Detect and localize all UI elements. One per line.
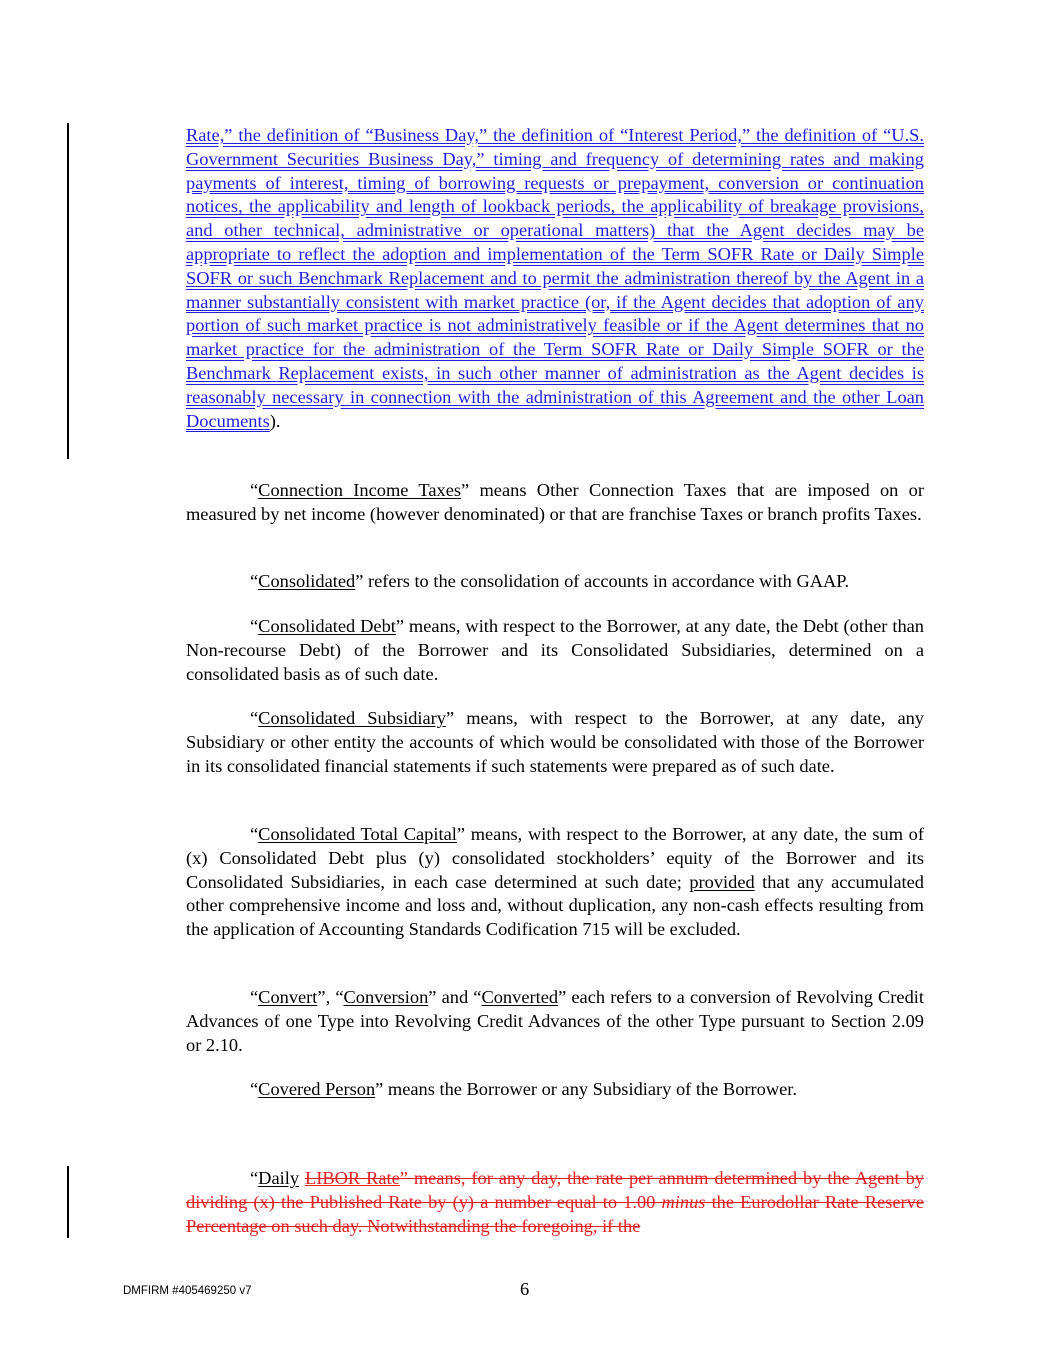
definition-connection-income-taxes xyxy=(186,479,924,527)
open-quote: “ xyxy=(250,824,259,844)
definition-text: that any accumulated other comprehensive income and loss and, without duplication, any non-cash effects resulting from the application of Accounting Standards Codification 715 will be excluded. xyxy=(186,871,924,940)
separator-text: ”, “ xyxy=(317,987,344,1007)
deleted-text: the Eurodollar Rate Reserve Percentage on such day. Notwithstanding the foregoing, if the xyxy=(186,1191,924,1236)
defined-term: Convert xyxy=(258,987,318,1007)
definition-consolidated-subsidiary xyxy=(186,707,924,778)
definition-consolidated xyxy=(186,570,924,594)
deleted-text: ” means, for any day, the rate per annum determined by the Agent by dividing (x) the Published Rate by (y) a number equal to 1.00 xyxy=(186,1168,924,1212)
open-quote: “ xyxy=(250,1079,259,1099)
definition-daily-libor-rate xyxy=(186,1167,924,1238)
definition-consolidated-debt xyxy=(186,615,924,686)
open-quote: “ xyxy=(250,616,259,636)
open-quote: “ xyxy=(250,987,259,1007)
page-number: 6 xyxy=(520,1279,530,1299)
closing-text: ). xyxy=(269,410,281,431)
definition-consolidated-total-capital xyxy=(186,823,924,942)
definition-text: ” each refers to a conversion of Revolving Credit Advances of one Type into Revolving Credit Advances of the other Type pursuant to Section 2.09 or 2.10. xyxy=(186,987,924,1055)
defined-term: Daily xyxy=(258,1168,300,1188)
change-bar xyxy=(67,1166,69,1238)
deleted-text-italic: minus xyxy=(661,1191,706,1212)
defined-term: Converted xyxy=(481,987,559,1007)
defined-term: Consolidated Debt xyxy=(258,616,396,636)
definition-covered-person xyxy=(186,1078,924,1102)
footer-document-id: DMFIRM #405469250 v7 xyxy=(123,1285,252,1297)
defined-term: Consolidated Total Capital xyxy=(258,824,457,844)
open-quote: “ xyxy=(250,708,259,728)
deleted-term: LIBOR Rate xyxy=(304,1168,400,1188)
definition-convert xyxy=(186,986,924,1057)
definition-text: ” means, with respect to the Borrower, at any date, any Subsidiary or other entity the accounts of which would be consolidated with those of the Borrower in its consolidated financial statements if such statements were prepared as of such date. xyxy=(186,708,925,776)
definition-text: ” means Other Connection Taxes that are imposed on or measured by net income (however denominated) or that are franchise Taxes or branch profits Taxes. xyxy=(186,480,924,524)
definition-text: ” means the Borrower or any Subsidiary of the Borrower. xyxy=(375,1079,797,1099)
provided-term: provided xyxy=(689,871,755,892)
defined-term: Covered Person xyxy=(258,1079,376,1099)
definition-text: ” refers to the consolidation of accounts in accordance with GAAP. xyxy=(355,571,850,591)
definition-text: ” means, with respect to the Borrower, at any date, the sum of (x) Consolidated Debt plus (y) consolidated stockholders’ equity of the Borrower and its Consolidated Subsidiaries, in each case determined at such date; xyxy=(186,824,924,892)
inserted-text: Rate,” the definition of “Business Day,” the definition of “Interest Period,” the definition of “U.S. Government Securities Business Day,” timing and frequency of determining rates and making payments of interest, timing of borrowing requests or prepayment, conversion or continuation notices, the applicability and length of lookback periods, the applicability of breakage provisions, and other technical, administrative or operational matters) that the Agent decides may be appropriate to reflect the adoption and implementation of the Term SOFR Rate or Daily Simple SOFR or such Benchmark Replacement and to permit the administration thereof by the Agent in a manner substantially consistent with market practice (or, if the Agent decides that adoption of any portion of such market practice is not administratively feasible or if the Agent determines that no market practice for the administration of the Term SOFR Rate or Daily Simple SOFR or the Benchmark Replacement exists, in such other manner of administration as the Agent decides is reasonably necessary in connection with the administration of this Agreement and the other Loan Documents xyxy=(186,125,924,431)
defined-term: Conversion xyxy=(343,987,429,1007)
inserted-paragraph xyxy=(186,124,924,433)
change-bar xyxy=(67,123,69,459)
defined-term: Consolidated xyxy=(258,571,356,591)
open-quote: “ xyxy=(250,1168,259,1188)
defined-term: Consolidated Subsidiary xyxy=(258,708,446,728)
separator-text: ” and “ xyxy=(428,987,482,1007)
definition-text: ” means, with respect to the Borrower, at any date, the Debt (other than Non-recourse Debt) of the Borrower and its Consolidated Subsidiaries, determined on a consolidated basis as of such date. xyxy=(186,616,924,684)
open-quote: “ xyxy=(250,480,259,500)
defined-term: Connection Income Taxes xyxy=(258,480,462,500)
open-quote: “ xyxy=(250,571,259,591)
